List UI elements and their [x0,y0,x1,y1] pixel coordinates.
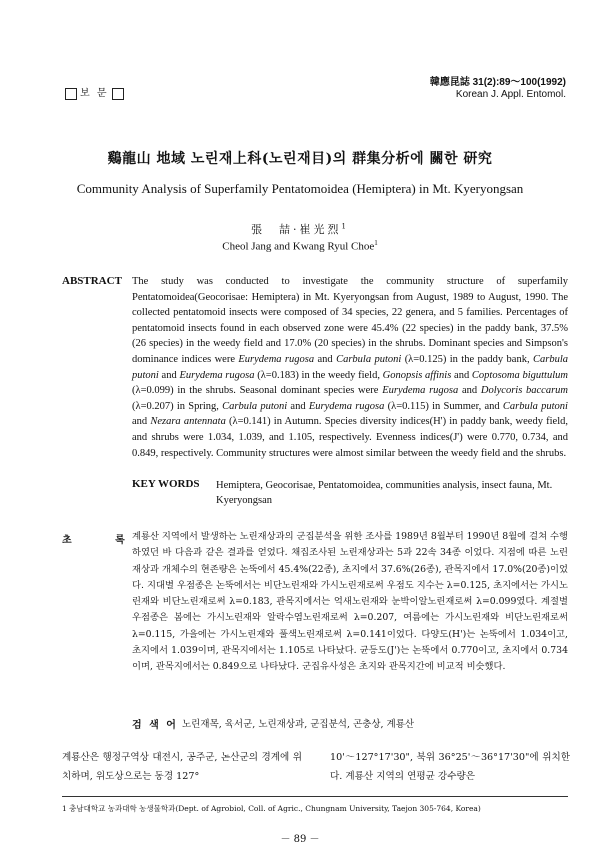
section-label: 보 문 [62,84,127,100]
abstract-body: The study was conducted to investigate the community structure of superfamily Pentatomoidea(Geocorisae: Hemiptera) in Mt. Kyeryongsan from August, 1989 to August, 1990. The collected pentatomoid insects were composed of 34 species, 22 genera, and 5 families. Percentages of pentatomoid insects found in each observed zone were 45.4% (22 species) in the paddy bank, 37.5% (26 species) in the weedy field and 17.0% (20 species) in the shrubs. Dominant species and Simpson's dominance indices were Eurydema rugosa and Carbula putoni (λ=0.125) in the paddy bank, Carbula putoni and Eurydema rugosa (λ=0.183) in the weedy field, Gonopsis affinis and Coptosoma biguttulum (λ=0.099) in the shrubs. Seasonal dominant species were Eurydema rugosa and Dolycoris baccarum (λ=0.207) in Spring, Carbula putoni and Eurydema rugosa (λ=0.115) in Summer, and Carbula putoni and Nezara antennata (λ=0.141) in Autumn. Species diversity indices(H') in paddy bank, weedy field, and shrubs were 1.034, 1.039, and 1.105, respectively. Evenness indices(J') were 0.770, 0.734, and 0.849, respectively. Community structures were almost similar between the weedy field and the shrubs. [132,276,569,459]
korean-keywords-text: 노린재목, 육서군, 노린재상과, 군집분석, 곤충상, 계룡산 [182,719,415,730]
footnote: 1 충남대학교 농과대학 농생물학과(Dept. of Agrobiol, Coll. of Agric., Chungnam University, Taejon 305-764, Korea) [62,804,481,813]
key-words-label: KEY WORDS [132,478,200,490]
korean-keywords-label: 검 색 어 [132,720,178,731]
journal-ref-line1: 韓應昆誌 31(2):89～100(1992) [429,77,566,88]
page-number: － 89 － [280,834,320,845]
box-left-icon [65,88,77,100]
footnote-divider [62,796,568,797]
intro-right-column: 10'～127°17'30", 북위 36°25'～36°17'30"에 위치한다. 계룡산 지역의 연평균 강수량은 [330,752,570,782]
abstract-label: ABSTRACT [62,275,122,287]
authors-english: Cheol Jang and Kwang Ryul Choe$^1$ [222,239,378,253]
intro-left-column: 계룡산은 행정구역상 대전시, 공주군, 논산군의 경계에 위치하며, 위도상으로는 동경 127° [62,752,302,782]
title-english: Community Analysis of Superfamily Pentatomoidea (Hemiptera) in Mt. Kyeryongsan [76,181,524,196]
authors-korean: 張 喆·崔光烈$^1$ [251,222,349,236]
journal-ref-line2: Korean J. Appl. Entomol. [455,89,566,100]
title-korean: 鷄龍山 地域 노린재上科(노린재目)의 群集分析에 關한 研究 [107,151,493,167]
key-words-text: Hemiptera, Geocorisae, Pentatomoidea, communities analysis, insect fauna, Mt. Kyeryongsan [216,480,553,506]
box-right-icon [112,88,124,100]
korean-abstract-body: 계룡산 지역에서 발생하는 노린재상과의 군집분석을 위한 조사를 1989년 8월부터 1990년 8월에 걸쳐 수행하였던 바 다음과 같은 결과를 얻었다. 채집조사된 노린재상과는 5과 22속 34종 이었다. 지점에 따른 노린재상과 개체수의 현존량은 논뚝에서 45.4%(22종), 초지에서 37.6%(26종), 관목지에서 17.0%(20종)이었다. 지대별 우점종은 논뚝에서는 비단노린재와 가시노린재로써 우점도 지수는 λ=0.125, 초지에서는 가시노린재와 비단노린재로써 λ=0.183, 관목지에서는 억새노린재와 눈박이알노린재로써 λ=0.099였다. 계절별 우점종은 봄에는 가시노린재와 알락수염노린재로써 λ=0.207, 여름에는 가시노린재와 비단노린재로써 λ=0.115, 가을에는 가시노린재와 풀색노린재로써 λ=0.141이었다. 다양도(H')는 논뚝에서 1.034이고, 초지에서 1.039이며, 관목지에서는 1.105로 나타났다. 균등도(J')는 논뚝에서 0.770이고, 초지에서 0.734이며, 관목지에서는 0.849으로 나타났다. 군집유사성은 초지와 관목지간에 비교적 비슷했다. [132,531,568,673]
journal-reference [430,77,566,101]
korean-abstract-label: 초 록 [62,535,145,546]
